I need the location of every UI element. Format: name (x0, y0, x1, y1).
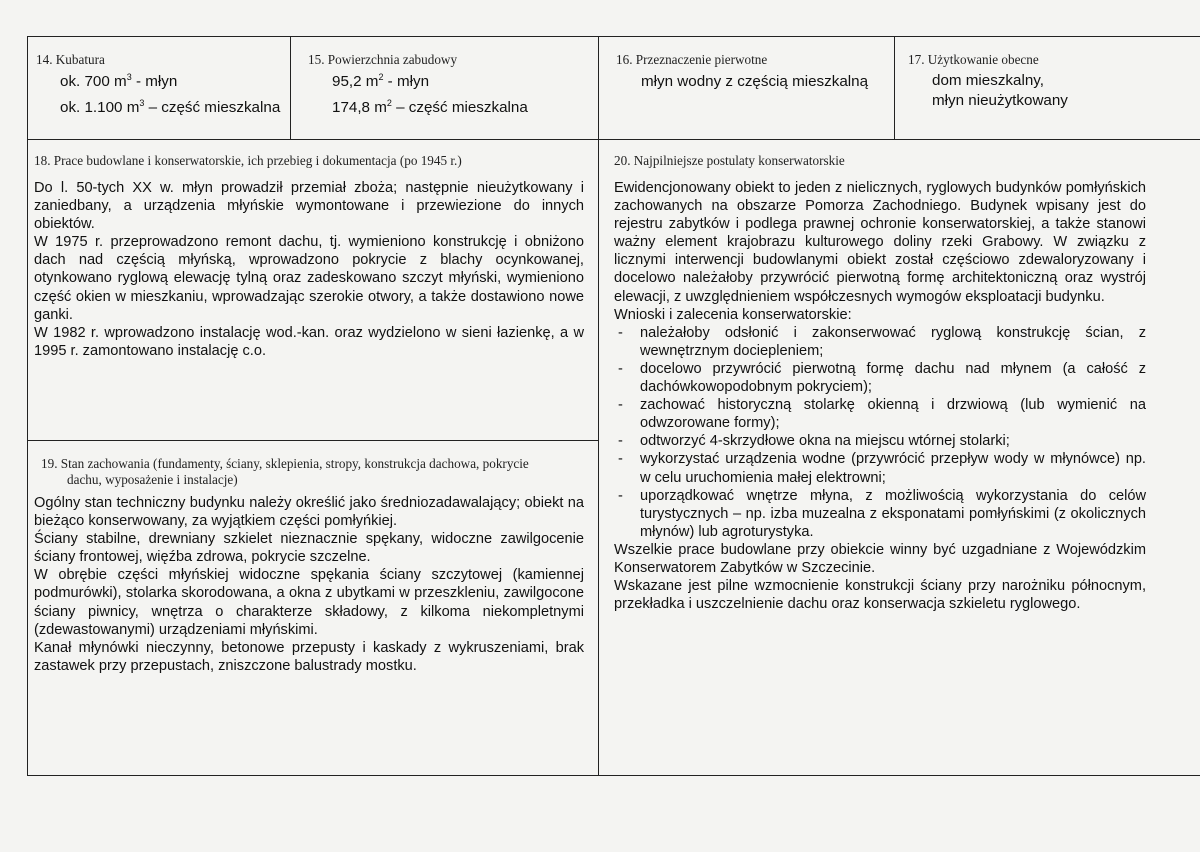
kubatura-line-1: ok. 700 $m^3$ - młyn (60, 71, 178, 90)
label-uzytkowanie: 17. Użytkowanie obecne (908, 52, 1039, 67)
section-20 (614, 153, 1146, 613)
label-powierzchnia: 15. Powierzchnia zabudowy (308, 52, 458, 67)
divider-14-15 (290, 36, 291, 139)
section-20-body (614, 179, 1146, 613)
divider-18-19 (27, 440, 599, 441)
divider-row1 (27, 139, 1200, 140)
s19-paragraph: Kanał młynówki nieczynny, betonowe przepusty i kaskady z wykruszeniami, brak zastawek przy przepustach, zniszczone balustrady mostku. (34, 639, 584, 674)
s18-paragraph: W 1975 r. przeprowadzono remont dachu, tj. wymieniono konstrukcję i obniżono dach nad częścią młyńską, wprowadzono pokrycie z blachy ocynkowanej, otynkowano ryglową elewację tylną oraz zadeskowano szczyt młyński, wymieniono część okien w mieszkaniu, wprowadzając szerokie otwory, a także dostawiono nowe ganki. (34, 234, 584, 323)
s20-wnioski-heading: Wnioski i zalecenia konserwatorskie: (614, 306, 852, 323)
divider-15-16 (598, 36, 599, 776)
divider-16-17 (894, 36, 895, 139)
list-item: - należałoby odsłonić i zakonserwować ryglową konstrukcję ścian, z wewnętrznym dociepleniem; (618, 324, 1146, 359)
przeznaczenie-value: młyn wodny z częścią mieszkalną (641, 73, 869, 90)
cell-uzytkowanie (908, 52, 1193, 111)
section-19 (34, 456, 584, 675)
s18-paragraph: W 1982 r. wprowadzono instalację wod.-kan. oraz wydzielono w sieni łazienkę, a w 1995 r. zamontowano instalację c.o. (34, 324, 584, 359)
uzytkowanie-value-2: młyn nieużytkowany (932, 92, 1068, 109)
list-item: - odtworzyć 4-skrzydłowe okna na miejscu wtórnej stolarki; (618, 433, 1010, 450)
s20-intro: Ewidencjonowany obiekt to jeden z nielicznych, ryglowych budynków pomłyńskich zachowanych na obszarze Pomorza Zachodniego. Budynek wpisany jest do rejestru zabytków i podlega prawnej ochronie konserwatorskiej, a także stanowi ważny element krajobrazu kulturowego doliny rzeki Grabowy. W związku z licznymi interwencji budowlanymi obiekt został częściowo zdewaloryzowany i docelowo należałoby przywrócić pierwotną formę architektoniczną oraz wystrój elewacji, z uwzględnieniem współczesnych wymogów eksploatacji budynku. (614, 180, 1146, 305)
s20-paragraph: Wskazane jest pilne wzmocnienie konstrukcji ściany przy narożniku północnym, przekładka i uszczelnienie dachu oraz konserwacja szkieletu ryglowego. (614, 578, 1146, 613)
uzytkowanie-value-1: dom mieszkalny, (932, 72, 1044, 89)
cell-powierzchnia (308, 52, 593, 119)
label-18: 18. Prace budowlane i konserwatorskie, ich przebieg i dokumentacja (po 1945 r.) (34, 153, 462, 168)
kubatura-line-2: ok. 1.100 $m^3$ – część mieszkalna (60, 97, 281, 116)
cell-kubatura (36, 52, 286, 119)
list-item: - wykorzystać urządzenia wodne (przywrócić przepływ wody w młynówce) np. w celu uruchomienia małej elektrowni; (618, 451, 1146, 486)
label-przeznaczenie: 16. Przeznaczenie pierwotne (616, 52, 768, 67)
label-19-line-1: 19. Stan zachowania (fundamenty, ściany, sklepienia, stropy, konstrukcja dachowa, pokrycie (41, 456, 529, 471)
list-item: - zachować historyczną stolarkę okienną i drzwiową (lub wymienić na odwzorowane formy); (618, 397, 1146, 432)
list-item: - uporządkować wnętrze młyna, z możliwością wykorzystania do celów turystycznych – np. izba muzealna z eksponatami pomłyńskimi (z okolicznych młynów) lub agroturystyka. (618, 487, 1146, 540)
section-18-body (34, 179, 584, 360)
s19-paragraph: Ogólny stan techniczny budynku należy określić jako średniozadawalający; obiekt na bieżąco konserwowany, za wyjątkiem części pomłyńkiej. (34, 495, 584, 530)
s19-paragraph: W obrębie części młyńskiej widoczne spękania ściany szczytowej (kamiennej podmurówki), stolarka skorodowana, a okna z ubytkami w przeszkleniu, zawilgocone ściany piwnicy, wnętrza o charakterze składowy, z kilkoma niekompletnymi (zdewastowanymi) urządzeniami młyńskimi. (34, 567, 584, 638)
section-19-body (34, 494, 584, 675)
section-18 (34, 153, 584, 360)
s19-paragraph: Ściany stabilne, drewniany szkielet nieznacznie spękany, widoczne zawilgocenie ściany frontowej, więźba zdrowa, pokrycie szczelne. (34, 531, 584, 566)
s20-paragraph: Wszelkie prace budowlane przy obiekcie winny być uzgadniane z Wojewódzkim Konserwatorem Zabytków w Szczecinie. (614, 541, 1146, 576)
powierzchnia-line-1: 95,2 $m^2$ - młyn (332, 71, 430, 90)
cell-przeznaczenie (616, 52, 891, 93)
label-20: 20. Najpilniejsze postulaty konserwatorskie (614, 153, 845, 168)
label-kubatura: 14. Kubatura (36, 52, 105, 67)
s18-paragraph: Do l. 50-tych XX w. młyn prowadził przemiał zboża; następnie nieużytkowany i zaniedbany, a urządzenia młyńskie wymontowane i przewiezione do innych obiektów. (34, 180, 584, 233)
list-item: - docelowo przywrócić pierwotną formę dachu nad młynem (a całość z dachówkowopodobnym pokryciem); (618, 360, 1146, 396)
powierzchnia-line-2: 174,8 $m^2$ – część mieszkalna (332, 97, 528, 116)
label-19-line-2: dachu, wyposażenie i instalacje) (67, 472, 238, 487)
